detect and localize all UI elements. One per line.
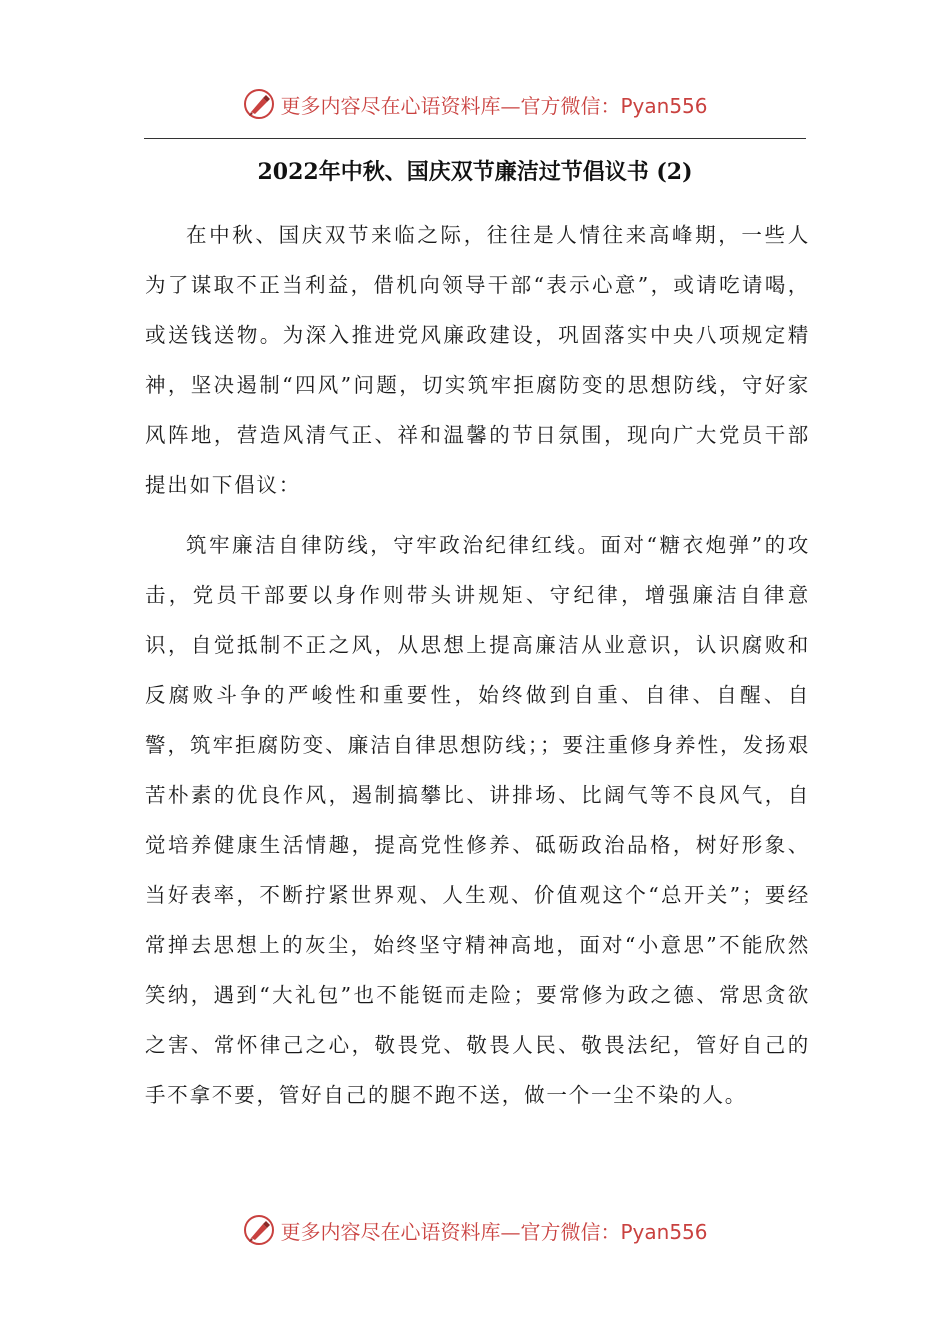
footer-banner-main: 更多内容尽在心语资料库—官方微信： xyxy=(280,1219,621,1244)
header-banner xyxy=(0,84,950,124)
header-divider xyxy=(144,138,806,139)
pen-nib-logo-icon xyxy=(242,87,276,121)
paragraph-proposal: 筑牢廉洁自律防线，守牢政治纪律红线。面对“糖衣炮弹”的攻击，党员干部要以身作则带头讲规矩、守纪律，增强廉洁自律意识，自觉抵制不正之风，从思想上提高廉洁从业意识，认识腐败和反腐败斗争的严峻性和重要性，始终做到自重、自律、自醒、自警，筑牢拒腐防变、廉洁自律思想防线；；要注重修身养性，发扬艰苦朴素的优良作风，遏制搞攀比、讲排场、比阔气等不良风气，自觉培养健康生活情趣，提高党性修养、砥砺政治品格，树好形象、当好表率，不断拧紧世界观、人生观、价值观这个“总开关”；要经常掸去思想上的灰尘，始终坚守精神高地，面对“小意思”不能欣然笑纳，遇到“大礼包”也不能铤而走险；要常修为政之德、常思贪欲之害、常怀律己之心，敬畏党、敬畏人民、敬畏法纪，管好自己的手不拿不要，管好自己的腿不跑不送，做一个一尘不染的人。 xyxy=(145,533,810,1107)
header-banner-text xyxy=(280,90,707,119)
footer-banner-text xyxy=(280,1216,707,1245)
document-title: 2022年中秋、国庆双节廉洁过节倡议书 (2) xyxy=(257,159,693,185)
paragraph-intro: 在中秋、国庆双节来临之际，往往是人情往来高峰期，一些人为了谋取不正当利益，借机向领导干部“表示心意”，或请吃请喝，或送钱送物。为深入推进党风廉政建设，巩固落实中央八项规定精神，坚决遏制“四风”问题，切实筑牢拒腐防变的思想防线，守好家风阵地，营造风清气正、祥和温馨的节日氛围，现向广大党员干部提出如下倡议： xyxy=(145,223,810,497)
header-banner-main: 更多内容尽在心语资料库—官方微信： xyxy=(280,93,621,118)
footer-banner xyxy=(0,1210,950,1250)
footer-wechat-id: Pyan556 xyxy=(620,1219,708,1244)
pen-nib-logo-icon xyxy=(242,1213,276,1247)
header-wechat-id: Pyan556 xyxy=(620,93,708,118)
